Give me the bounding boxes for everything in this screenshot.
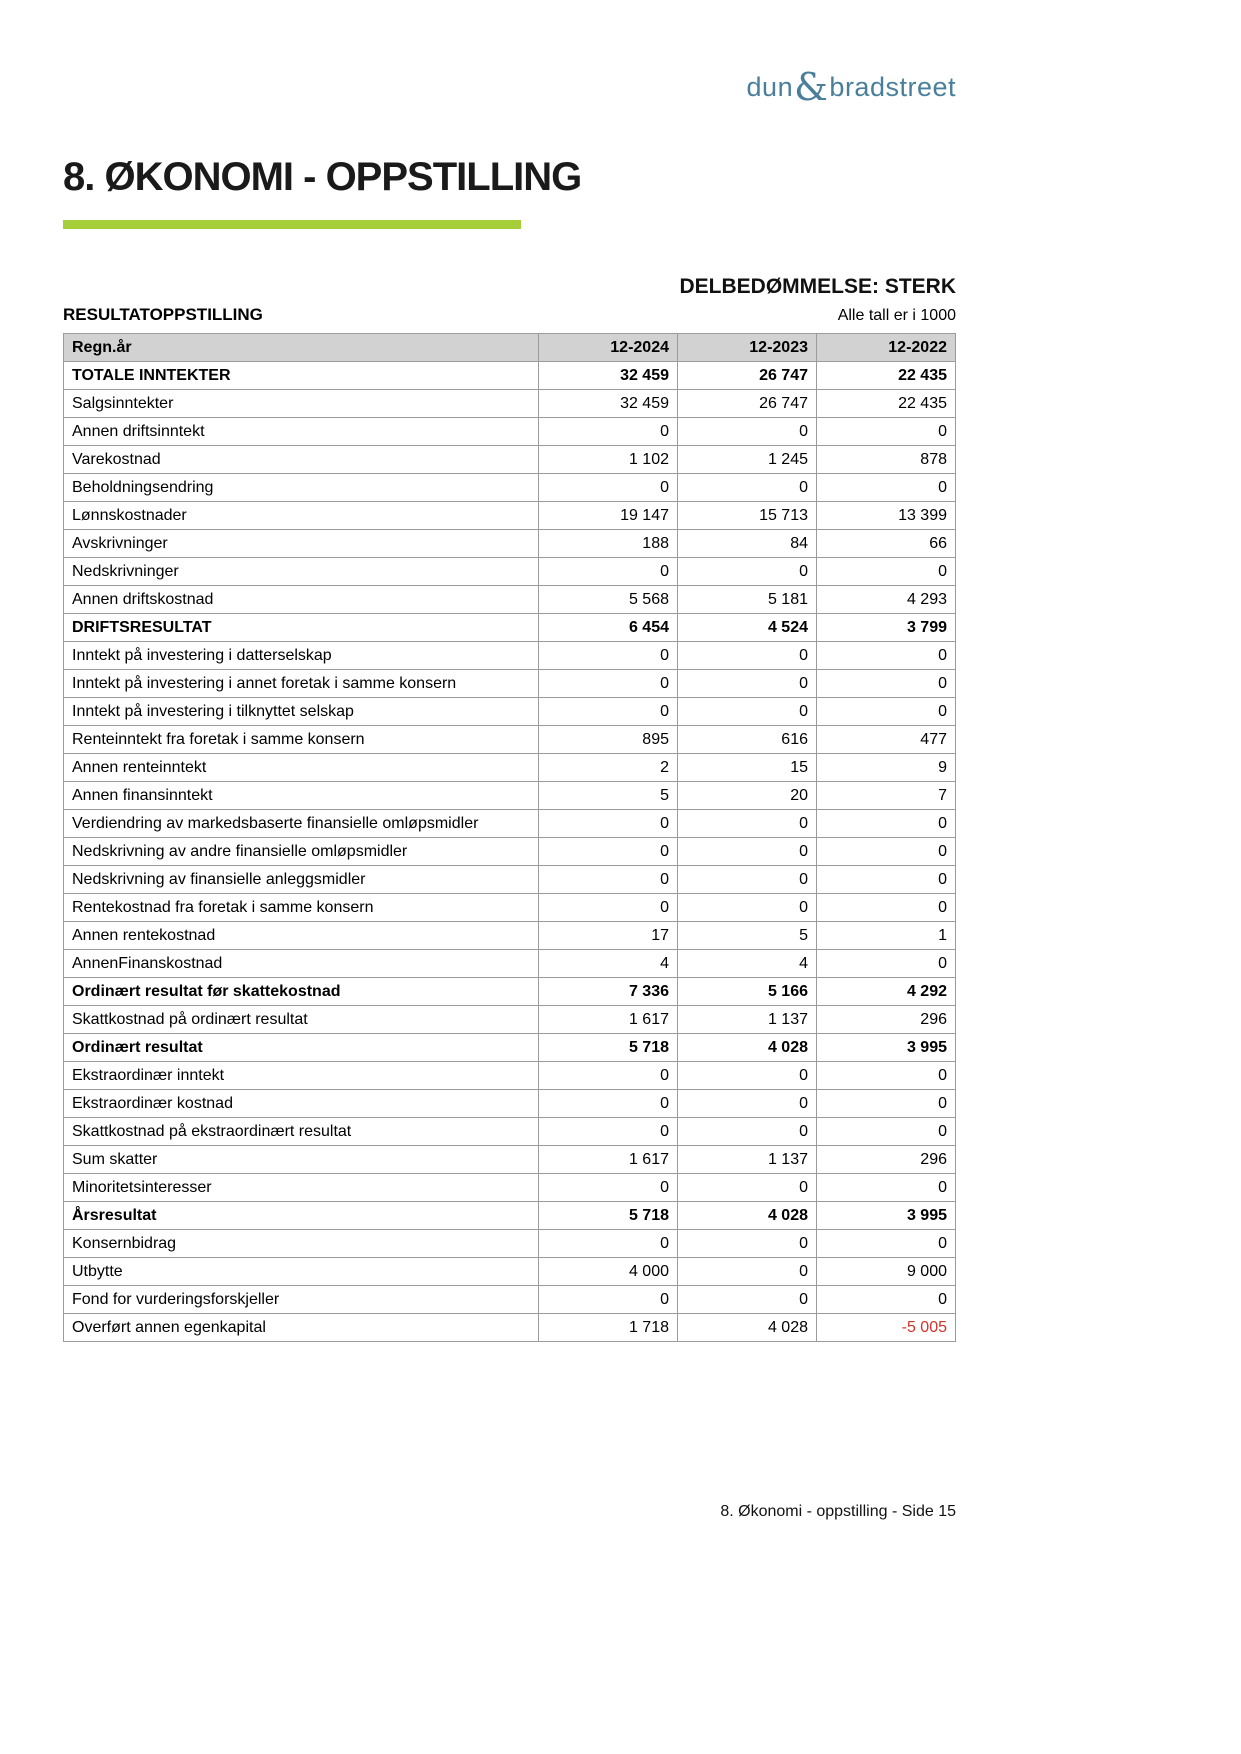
table-row: [64, 698, 956, 726]
row-value: 4: [678, 950, 817, 978]
logo-ampersand-icon: &: [794, 65, 829, 109]
row-value: 0: [539, 1118, 678, 1146]
row-value: 0: [539, 1062, 678, 1090]
row-value: 4 028: [678, 1314, 817, 1342]
row-label: Verdiendring av markedsbaserte finansielle omløpsmidler: [64, 810, 539, 838]
table-row: [64, 586, 956, 614]
row-value: 7 336: [539, 978, 678, 1006]
table-header-row: [64, 334, 956, 362]
table-caption-row: [63, 305, 956, 325]
row-value: 7: [817, 782, 956, 810]
row-value: 616: [678, 726, 817, 754]
row-label: Nedskrivninger: [64, 558, 539, 586]
row-value: 0: [539, 1174, 678, 1202]
table-row: [64, 894, 956, 922]
row-value: 878: [817, 446, 956, 474]
logo-container: [63, 0, 956, 109]
row-label: Salgsinntekter: [64, 390, 539, 418]
row-value: 84: [678, 530, 817, 558]
row-label: AnnenFinanskostnad: [64, 950, 539, 978]
table-row: [64, 418, 956, 446]
row-value: 0: [678, 642, 817, 670]
row-label: Ordinært resultat før skattekostnad: [64, 978, 539, 1006]
row-value: 17: [539, 922, 678, 950]
row-value: 4: [539, 950, 678, 978]
logo-text-dun: dun: [746, 72, 794, 102]
row-value: 0: [678, 1118, 817, 1146]
row-value: 1 102: [539, 446, 678, 474]
row-value: 1 245: [678, 446, 817, 474]
row-value: 6 454: [539, 614, 678, 642]
row-label: Ekstraordinær kostnad: [64, 1090, 539, 1118]
table-row: [64, 502, 956, 530]
row-value: 0: [817, 1118, 956, 1146]
table-row: [64, 1034, 956, 1062]
row-value: 4 000: [539, 1258, 678, 1286]
row-value: 0: [678, 1258, 817, 1286]
row-value: 5 568: [539, 586, 678, 614]
title-accent-bar: [63, 220, 521, 229]
table-row: [64, 782, 956, 810]
row-value: 20: [678, 782, 817, 810]
row-value: 0: [539, 1286, 678, 1314]
row-label: Annen renteinntekt: [64, 754, 539, 782]
table-row: [64, 1174, 956, 1202]
table-row: [64, 1202, 956, 1230]
row-label: Avskrivninger: [64, 530, 539, 558]
row-value: 3 995: [817, 1202, 956, 1230]
table-row: [64, 362, 956, 390]
row-label: Inntekt på investering i tilknyttet selskap: [64, 698, 539, 726]
row-value: 0: [539, 474, 678, 502]
table-row: [64, 1286, 956, 1314]
row-value: 296: [817, 1006, 956, 1034]
row-label: Skattkostnad på ordinært resultat: [64, 1006, 539, 1034]
table-row: [64, 390, 956, 418]
table-row: [64, 922, 956, 950]
row-label: Minoritetsinteresser: [64, 1174, 539, 1202]
row-value: 5: [539, 782, 678, 810]
assessment-label: DELBEDØMMELSE: STERK: [679, 275, 956, 298]
page-footer: 8. Økonomi - oppstilling - Side 15: [720, 1503, 956, 1520]
header-col-2023: 12-2023: [678, 334, 817, 362]
row-value: 296: [817, 1146, 956, 1174]
row-value: 66: [817, 530, 956, 558]
row-label: Nedskrivning av andre finansielle omløpsmidler: [64, 838, 539, 866]
header-col-2024: 12-2024: [539, 334, 678, 362]
table-row: [64, 1314, 956, 1342]
row-value: 2: [539, 754, 678, 782]
row-value: 0: [678, 838, 817, 866]
row-value: 0: [817, 1230, 956, 1258]
row-value: 0: [539, 642, 678, 670]
row-value: 5 718: [539, 1202, 678, 1230]
row-value: 1 617: [539, 1006, 678, 1034]
row-value: 22 435: [817, 390, 956, 418]
row-value: 0: [539, 838, 678, 866]
row-label: Nedskrivning av finansielle anleggsmidler: [64, 866, 539, 894]
row-value: 32 459: [539, 362, 678, 390]
row-value: 0: [678, 1174, 817, 1202]
row-value: 0: [539, 418, 678, 446]
row-label: Utbytte: [64, 1258, 539, 1286]
row-value: 0: [817, 418, 956, 446]
row-value: 0: [678, 810, 817, 838]
row-value: 0: [817, 866, 956, 894]
row-value: 0: [817, 950, 956, 978]
table-row: [64, 838, 956, 866]
row-value: 188: [539, 530, 678, 558]
row-value: 0: [817, 810, 956, 838]
row-value: 5 718: [539, 1034, 678, 1062]
row-value: 1 617: [539, 1146, 678, 1174]
page-title: 8. ØKONOMI - OPPSTILLING: [63, 155, 582, 199]
table-row: [64, 726, 956, 754]
row-value: 0: [539, 558, 678, 586]
row-value: 0: [539, 1090, 678, 1118]
row-value: 13 399: [817, 502, 956, 530]
table-row: [64, 474, 956, 502]
row-label: Annen rentekostnad: [64, 922, 539, 950]
row-value: 0: [678, 1230, 817, 1258]
row-value: 0: [539, 810, 678, 838]
row-label: Annen driftskostnad: [64, 586, 539, 614]
row-value: 3 995: [817, 1034, 956, 1062]
dun-and-bradstreet-logo: [746, 65, 956, 109]
row-value: 0: [678, 1286, 817, 1314]
row-value: 9 000: [817, 1258, 956, 1286]
table-row: [64, 1090, 956, 1118]
row-value: 0: [817, 670, 956, 698]
row-value: 4 028: [678, 1034, 817, 1062]
units-note: Alle tall er i 1000: [837, 307, 956, 324]
table-row: [64, 530, 956, 558]
table-row: [64, 558, 956, 586]
row-value: 0: [678, 894, 817, 922]
row-value: 0: [539, 894, 678, 922]
table-row: [64, 1230, 956, 1258]
row-label: Årsresultat: [64, 1202, 539, 1230]
row-label: Ordinært resultat: [64, 1034, 539, 1062]
row-value: 4 292: [817, 978, 956, 1006]
row-value: 0: [817, 1090, 956, 1118]
row-value: 0: [539, 698, 678, 726]
row-label: DRIFTSRESULTAT: [64, 614, 539, 642]
row-label: Fond for vurderingsforskjeller: [64, 1286, 539, 1314]
table-header: [64, 334, 956, 362]
table-row: [64, 670, 956, 698]
row-value: 26 747: [678, 390, 817, 418]
table-row: [64, 1146, 956, 1174]
row-value: 1: [817, 922, 956, 950]
row-value: 5 166: [678, 978, 817, 1006]
row-value: 9: [817, 754, 956, 782]
row-value: 0: [678, 1062, 817, 1090]
row-label: Annen driftsinntekt: [64, 418, 539, 446]
row-value: 477: [817, 726, 956, 754]
logo-text-bradstreet: bradstreet: [829, 72, 956, 102]
row-value: 15 713: [678, 502, 817, 530]
row-label: Inntekt på investering i annet foretak i samme konsern: [64, 670, 539, 698]
row-value: 0: [678, 670, 817, 698]
table-row: [64, 810, 956, 838]
row-value: 0: [678, 866, 817, 894]
content-area: [63, 0, 956, 1342]
row-value: 5 181: [678, 586, 817, 614]
row-value: 0: [817, 894, 956, 922]
row-value: -5 005: [817, 1314, 956, 1342]
header-label: Regn.år: [64, 334, 539, 362]
row-value: 4 524: [678, 614, 817, 642]
row-value: 0: [678, 418, 817, 446]
row-value: 1 137: [678, 1146, 817, 1174]
table-row: [64, 642, 956, 670]
row-label: Lønnskostnader: [64, 502, 539, 530]
table-body: [64, 362, 956, 1342]
table-row: [64, 950, 956, 978]
row-value: 0: [539, 1230, 678, 1258]
row-value: 4 293: [817, 586, 956, 614]
row-value: 0: [678, 1090, 817, 1118]
row-value: 895: [539, 726, 678, 754]
income-statement-table: [63, 333, 956, 1342]
table-row: [64, 614, 956, 642]
table-row: [64, 978, 956, 1006]
row-value: 0: [817, 1174, 956, 1202]
row-value: 0: [817, 474, 956, 502]
row-value: 0: [678, 558, 817, 586]
table-row: [64, 1006, 956, 1034]
table-row: [64, 1062, 956, 1090]
table-row: [64, 446, 956, 474]
header-col-2022: 12-2022: [817, 334, 956, 362]
row-label: Ekstraordinær inntekt: [64, 1062, 539, 1090]
row-label: Renteinntekt fra foretak i samme konsern: [64, 726, 539, 754]
row-label: Rentekostnad fra foretak i samme konsern: [64, 894, 539, 922]
row-label: Annen finansinntekt: [64, 782, 539, 810]
row-value: 15: [678, 754, 817, 782]
row-value: 4 028: [678, 1202, 817, 1230]
row-label: Beholdningsendring: [64, 474, 539, 502]
table-row: [64, 1258, 956, 1286]
row-label: Inntekt på investering i datterselskap: [64, 642, 539, 670]
row-value: 0: [539, 866, 678, 894]
row-label: Overført annen egenkapital: [64, 1314, 539, 1342]
row-value: 0: [817, 838, 956, 866]
row-label: Sum skatter: [64, 1146, 539, 1174]
row-value: 32 459: [539, 390, 678, 418]
row-value: 19 147: [539, 502, 678, 530]
section-heading: RESULTATOPPSTILLING: [63, 305, 263, 324]
row-label: Skattkostnad på ekstraordinært resultat: [64, 1118, 539, 1146]
row-value: 0: [678, 698, 817, 726]
row-value: 1 718: [539, 1314, 678, 1342]
row-label: Konsernbidrag: [64, 1230, 539, 1258]
row-value: 0: [817, 1286, 956, 1314]
row-value: 1 137: [678, 1006, 817, 1034]
row-label: TOTALE INNTEKTER: [64, 362, 539, 390]
row-value: 0: [817, 558, 956, 586]
table-row: [64, 866, 956, 894]
row-value: 3 799: [817, 614, 956, 642]
row-label: Varekostnad: [64, 446, 539, 474]
row-value: 5: [678, 922, 817, 950]
row-value: 26 747: [678, 362, 817, 390]
row-value: 0: [817, 642, 956, 670]
row-value: 0: [817, 1062, 956, 1090]
row-value: 0: [817, 698, 956, 726]
row-value: 22 435: [817, 362, 956, 390]
table-row: [64, 754, 956, 782]
table-row: [64, 1118, 956, 1146]
row-value: 0: [539, 670, 678, 698]
row-value: 0: [678, 474, 817, 502]
